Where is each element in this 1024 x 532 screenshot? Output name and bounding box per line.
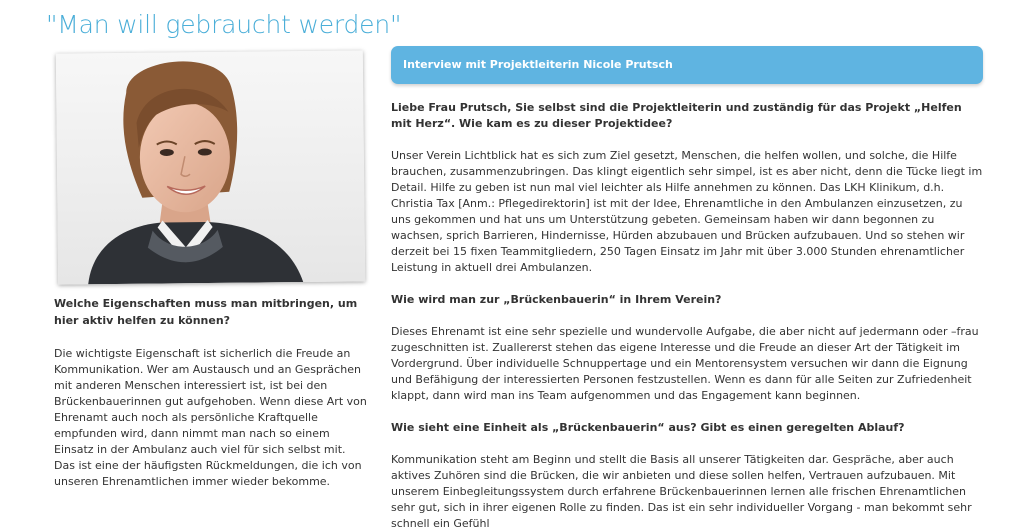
- answer-1: Unser Verein Lichtblick hat es sich zum Ziel gesetzt, Menschen, die helfen wollen, und solche, die Hilfe brauchen, zusammenzubringen. Das klingt eigentlich sehr simpel, ist es aber nicht, denn die Tücke liegt im Detail. Hilfe zu geben ist nun mal viel leichter als Hilfe annehmen zu können. Das LKH Klinikum, d.h. Christia Tax [Anm.: Pflegedirektorin] ist mit der Idee, Ehrenamtliche in den Ambulanzen einzusetzen, zu uns gekommen und hat uns um Unterstützung gebeten. Gemeinsam haben wir dann begonnen zu wachsen, sprich Barrieren, Hindernisse, Hürden abzubauen und Brücken aufzubauen. Und so stehen wir derzeit bei 15 fixen Teammitgliedern, 250 Tagen Einsatz im Jahr mit über 3.000 Stunden ehrenamtlicher Leistung in aktuell drei Ambulanzen.: [391, 149, 983, 274]
- question-1: Liebe Frau Prutsch, Sie selbst sind die Projektleiterin und zuständig für das Projekt „Helfen mit Herz“. Wie kam es zu dieser Projektidee?: [391, 101, 962, 130]
- portrait-illustration: [56, 50, 365, 284]
- question-3: Wie sieht eine Einheit als „Brückenbauerin“ aus? Gibt es einen geregelten Ablauf?: [391, 421, 905, 434]
- interview-banner: Interview mit Projektleiterin Nicole Prutsch: [391, 46, 983, 84]
- page-title: "Man will gebraucht werden": [46, 10, 402, 39]
- portrait-photo: [56, 50, 365, 284]
- answer-2: Dieses Ehrenamt ist eine sehr spezielle und wundervolle Aufgabe, die aber nicht auf jedermann oder –frau zugeschnitten ist. Zuallererst stehen das eigene Interesse und die Freude an dieser Art der Tätigkeit im Vordergrund. Über individuelle Schnuppertage und ein Mentorensystem versuchen wir dann die Eignung und Befähigung der interessierten Personen festzustellen. Wenn es dann für alle Seiten zur Zufriedenheit klappt, dann wird man ins Team aufgenommen und das Engagement kann beginnen.: [391, 325, 979, 402]
- question-2: Wie wird man zur „Brückenbauerin“ in Ihrem Verein?: [391, 293, 722, 306]
- left-question: Welche Eigenschaften muss man mitbringen, um hier aktiv helfen zu können?: [54, 297, 358, 327]
- left-answer: Die wichtigste Eigenschaft ist sicherlich die Freude an Kommunikation. Wer am Austausch und an Gesprächen mit anderen Menschen interessiert ist, ist bei den Brückenbauerinnen gut aufgehoben. Wenn diese Art von Ehrenamt auch noch als persönliche Kraftquelle empfunden wird, dann nimmt man nach so einem Einsatz in der Ambulanz auch viel für sich selbst mit. Das ist eine der häufigsten Rückmeldungen, die ich von unseren Ehrenamtlichen immer wieder bekomme.: [54, 347, 367, 488]
- interview-column: [391, 46, 983, 532]
- left-column: [54, 52, 369, 490]
- answer-3: Kommunikation steht am Beginn und stellt die Basis all unserer Tätigkeiten dar. Gespräche, aber auch aktives Zuhören sind die Brücken, die wir anbieten und diese sollen helfen, Vertrauen aufzubauen. Mit unserem Einbegleitungssystem durch erfahrene Brückenbauerinnen lernen alle frischen Ehrenamtlichen sehr gut, sich in ihrer eigenen Rolle zu finden. Das ist ein sehr individueller Vorgang - man bekommt sehr schnell ein Gefühl: [391, 453, 972, 530]
